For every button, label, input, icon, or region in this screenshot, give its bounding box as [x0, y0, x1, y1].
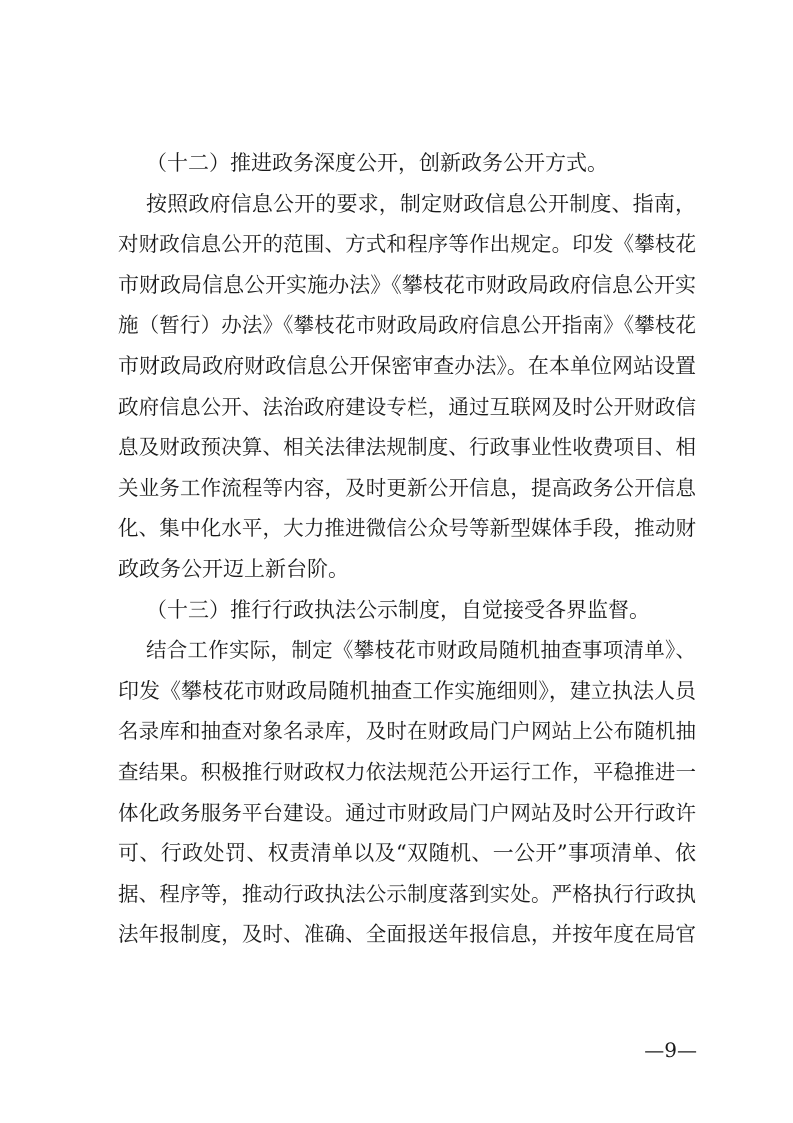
- section-12-line: 息及财政预决算、相关法律法规制度、行政事业性收费项目、相: [118, 435, 696, 460]
- section-13-line: 查结果。积极推行财政权力依法规范公开运行工作，平稳推进一: [118, 759, 696, 784]
- section-12-line: 施（暂行）办法》《攀枝花市财政局政府信息公开指南》《攀枝花: [118, 313, 696, 338]
- section-13-line: 结合工作实际，制定《攀枝花市财政局随机抽查事项清单》、: [146, 638, 696, 663]
- section-12-line: 关业务工作流程等内容，及时更新公开信息，提高政务公开信息: [118, 475, 696, 500]
- section-12-line: 市财政局信息公开实施办法》《攀枝花市财政局政府信息公开实: [118, 272, 696, 297]
- section-12-heading: （十二）推进政务深度公开，创新政务公开方式。: [146, 151, 608, 175]
- section-12-line: 政政务公开迈上新台阶。: [118, 556, 349, 581]
- section-12-line: 市财政局政府财政信息公开保密审查办法》。在本单位网站设置: [118, 353, 696, 378]
- section-13-line: 印发《攀枝花市财政局随机抽查工作实施细则》，建立执法人员: [118, 678, 696, 703]
- page-number: —9—: [644, 1038, 697, 1062]
- section-13-line: 可、行政处罚、权责清单以及“双随机、一公开”事项清单、依: [118, 841, 696, 866]
- section-13-line: 法年报制度，及时、准确、全面报送年报信息，并按年度在局官: [118, 922, 696, 947]
- section-13-line: 据、程序等，推动行政执法公示制度落到实处。严格执行行政执: [118, 881, 696, 906]
- section-13-line: 名录库和抽查对象名录库，及时在财政局门户网站上公布随机抽: [118, 719, 696, 744]
- document-body: [118, 143, 696, 955]
- section-12-line: 化、集中化水平，大力推进微信公众号等新型媒体手段，推动财: [118, 516, 696, 541]
- section-13-heading: （十三）推行行政执法公示制度，自觉接受各界监督。: [146, 597, 650, 622]
- section-13-line: 体化政务服务平台建设。通过市财政局门户网站及时公开行政许: [118, 800, 696, 825]
- section-12-line: 对财政信息公开的范围、方式和程序等作出规定。印发《攀枝花: [118, 232, 696, 257]
- section-12-line: 按照政府信息公开的要求，制定财政信息公开制度、指南，: [146, 191, 696, 216]
- section-12-line: 政府信息公开、法治政府建设专栏，通过互联网及时公开财政信: [118, 394, 696, 419]
